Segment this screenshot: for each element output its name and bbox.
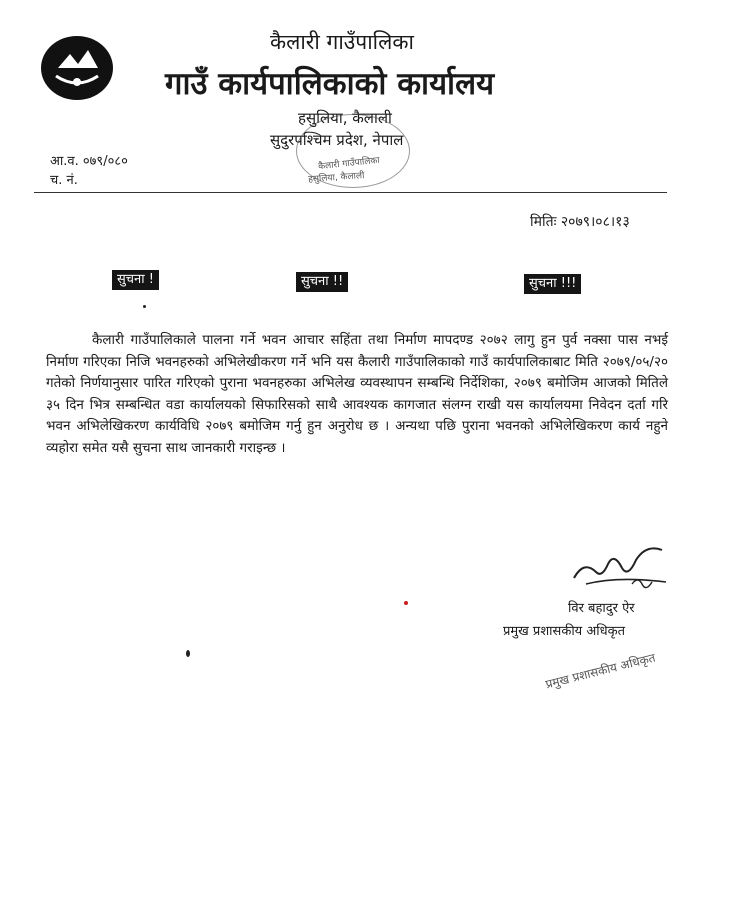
address-line-2: सुदुरपश्चिम प्रदेश, नेपाल	[270, 131, 404, 149]
stamp-text: हसुलिया, कैलाली	[307, 171, 365, 185]
signature-icon	[566, 538, 676, 598]
header-divider	[34, 192, 667, 193]
stamp-text: कैलारी गाउँपालिका	[317, 155, 381, 173]
letter-date: मितिः २०७९।०८।१३	[530, 214, 630, 230]
notice-tag: सुचना !!	[296, 272, 348, 292]
office-title: गाउँ कार्यपालिकाको कार्यालय	[165, 66, 495, 102]
notice-tag: सुचना !!!	[524, 274, 581, 294]
notice-body	[46, 330, 668, 459]
address-line-1: हसुलिया, कैलाली	[298, 109, 392, 127]
signer-title: प्रमुख प्रशासकीय अधिकृत	[503, 624, 626, 639]
fiscal-year: आ.व. ०७९/०८०	[50, 154, 128, 169]
office-name: कैलारी गाउँपालिका	[270, 30, 414, 54]
signer-name: विर बहादुर ऐर	[568, 601, 635, 616]
notice-tag: सुचना !	[112, 270, 159, 290]
scan-speck	[143, 305, 146, 308]
scan-speck	[186, 650, 190, 657]
notice-paragraph: कैलारी गाउँपालिकाले पालना गर्ने भवन आचार सहिंता तथा निर्माण मापदण्ड २०७२ लागु हुन पुर्व नक्सा पास नभई निर्माण गरिएका निजि भवनहरुको अभिलेखीकरण गर्ने भनि यस कैलारी गाउँपालिकाको गाउँ कार्यपालिकाबाट मिति २०७९/०५/२० गतेको निर्णयानुसार पारित गरिएको पुराना भवनहरुका अभिलेख व्यवस्थापन सम्बन्धि निर्देशिका, २०७९ बमोजिम आजको मितिले ३५ दिन भित्र सम्बन्धित वडा कार्यालयको सिफारिसको साथै आवश्यक कागजात संलग्न राखी यस कार्यालयमा निवेदन दर्ता गरि भवन अभिलेखिकरण कार्यविधि २०७९ बमोजिम गर्नु हुन अनुरोध छ । अन्यथा पछि पुराना भवनको अभिलेखिकरण कार्य नहुने व्यहोरा समेत यसै सुचना साथ जानकारी गराइन्छ ।	[46, 332, 668, 456]
reference-number: च. नं.	[50, 173, 78, 188]
designation-stamp: प्रमुख प्रशासकीय अधिकृत	[544, 650, 657, 692]
scan-speck	[404, 601, 408, 605]
nepal-emblem-icon	[36, 24, 118, 106]
